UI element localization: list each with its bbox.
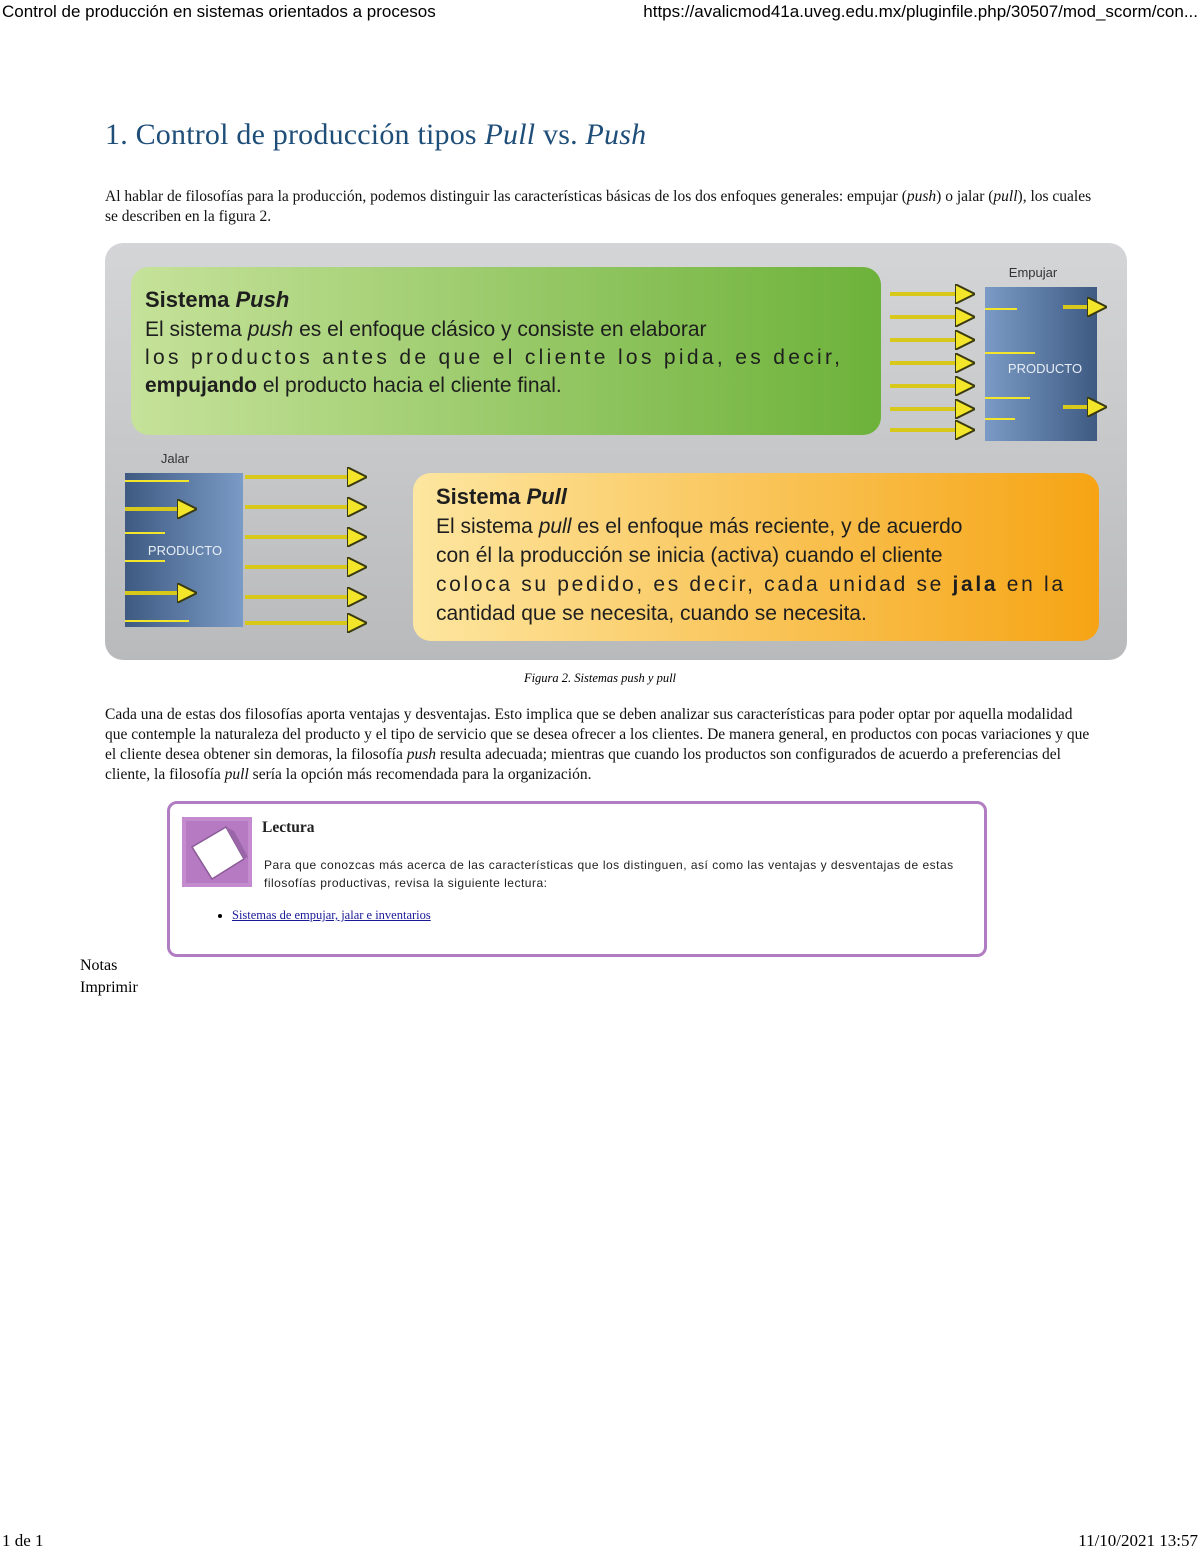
print-header [0, 2, 1200, 26]
pull-title: Sistema Pull [436, 484, 567, 509]
main-content [105, 118, 1095, 227]
push-line-1: El sistema push es el enfoque clásico y consiste en elaborar [145, 318, 707, 341]
document-icon [182, 817, 252, 887]
reading-list [216, 908, 431, 923]
reading-title: Lectura [262, 819, 315, 836]
side-links [80, 955, 138, 999]
notes-link[interactable]: Notas [80, 957, 118, 974]
body-paragraph: Cada una de estas dos filosofías aporta ventajas y desventajas. Esto implica que se deben analizar sus características para poder optar por aquella modalidad que contemple la naturaleza del producto y el tipo de servicio que se desea ofrecer a los clientes. De manera general, en productos con pocas variaciones y que el cliente desea obtener sin demoras, la filosofía push resulta adecuada; mientras que cuando los productos son configurados de acuerdo a preferencias del cliente, la filosofía pull sería la opción más recomendada para la organización. [105, 706, 1090, 783]
push-line-2: los productos antes de que el cliente los pida, es decir, [145, 346, 840, 369]
pull-line-1: El sistema pull es el enfoque más reciente, y de acuerdo [436, 515, 963, 538]
page-url: https://avalicmod41a.uveg.edu.mx/pluginfile.php/30507/mod_scorm/con... [643, 2, 1198, 21]
figure-caption: Figura 2. Sistemas push y pull [523, 671, 677, 685]
print-link[interactable]: Imprimir [80, 979, 138, 996]
push-product-label: PRODUCTO [1007, 361, 1083, 376]
pull-product-label: PRODUCTO [147, 543, 223, 558]
document-title: Control de producción en sistemas orientados a procesos [2, 2, 436, 21]
list-item [232, 908, 431, 923]
print-datetime: 11/10/2021 13:57 [1078, 1531, 1198, 1550]
push-line-3: empujando el producto hacia el cliente final. [145, 374, 562, 397]
page-number: 1 de 1 [2, 1531, 44, 1550]
reading-link[interactable]: Sistemas de empujar, jalar e inventarios [232, 908, 431, 922]
pull-line-2: con él la producción se inicia (activa) cuando el cliente [436, 544, 943, 567]
push-title: Sistema Push [145, 287, 290, 312]
intro-paragraph: Al hablar de filosofías para la producción, podemos distinguir las características básicas de los dos enfoques generales: empujar (push) o jalar (pull), los cuales se describen en la figura 2. [105, 188, 1092, 225]
push-pull-figure [105, 243, 1127, 660]
reading-callout [167, 801, 987, 957]
pull-line-4: cantidad que se necesita, cuando se necesita. [436, 602, 867, 625]
push-label: Empujar [1008, 265, 1058, 280]
page-title: 1. Control de producción tipos Pull vs. Push [105, 118, 647, 151]
pull-label: Jalar [160, 451, 190, 466]
reading-text: Para que conozcas más acerca de las características que los distinguen, así como las ventajas y desventajas de estas filosofías productivas, revisa la siguiente lectura: [264, 858, 954, 890]
print-footer [0, 1529, 1200, 1551]
pull-line-3: coloca su pedido, es decir, cada unidad se jala en la [436, 573, 1063, 596]
